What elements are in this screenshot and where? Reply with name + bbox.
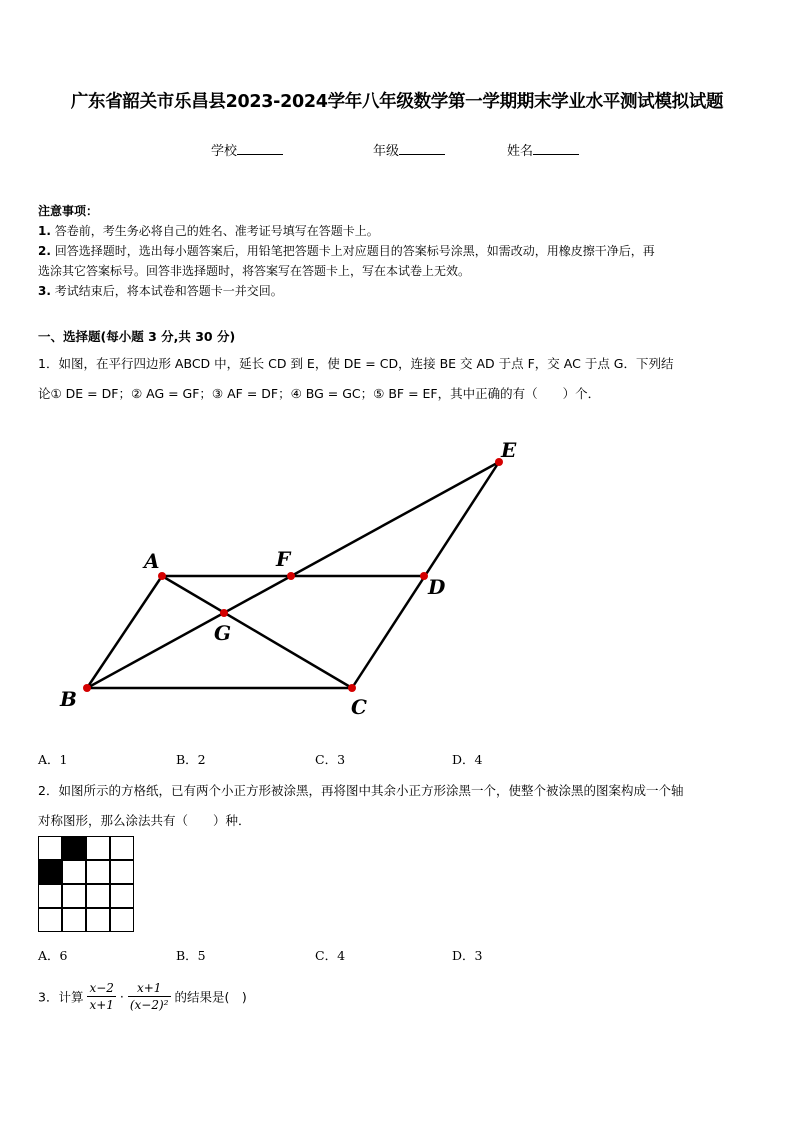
- q3-frac2-denominator: (x−2)²: [129, 998, 169, 1012]
- name-field: [507, 140, 579, 159]
- q2-option-d: D．3: [452, 948, 483, 963]
- grid-cell: [38, 836, 62, 860]
- point-g: [220, 609, 228, 617]
- q1-option-c: C．3: [315, 752, 346, 767]
- q3-frac2-numerator: x+1: [128, 980, 171, 997]
- point-d: [420, 572, 428, 580]
- school-blank: [237, 142, 283, 155]
- name-blank: [533, 142, 579, 155]
- q3-frac1-numerator: x−2: [89, 981, 114, 995]
- q1-option-b: B．2: [176, 752, 206, 767]
- grid-cell: [62, 860, 86, 884]
- name-label: 姓名: [507, 144, 534, 159]
- grade-field: [373, 140, 445, 159]
- grid-cell: [86, 860, 110, 884]
- q3-line: [38, 980, 247, 1013]
- grid-cell: [110, 884, 134, 908]
- grade-blank: [399, 142, 445, 155]
- page-title: 广东省韶关市乐昌县2023-2024学年八年级数学第一学期期末学业水平测试模拟试题: [70, 92, 724, 112]
- q2-option-c: C．4: [315, 948, 346, 963]
- grid-cell: [110, 836, 134, 860]
- note-item-2: 2. 回答选择题时，选出每小题答案后，用铅笔把答题卡上对应题目的答案标号涂黑，如需改动，用橡皮擦干净后，再: [38, 244, 655, 258]
- point-a: [158, 572, 166, 580]
- note-item-3: 3. 考试结束后，将本试卷和答题卡一并交回。: [38, 284, 283, 298]
- q1-line2: 论① DE = DF；② AG = GF；③ AF = DF；④ BG = GC；⑤ BF = EF，其中正确的有（ ）个．: [38, 386, 601, 401]
- grid-cell: [86, 884, 110, 908]
- square-grid: [38, 836, 138, 936]
- grid-cell-filled: [62, 836, 86, 860]
- label-a: A: [144, 549, 160, 573]
- section-heading: 一、选择题(每小题 3 分,共 30 分): [38, 329, 236, 344]
- label-f: F: [276, 547, 291, 571]
- segment-ab: [87, 576, 162, 688]
- notes-heading: 注意事项：: [38, 204, 99, 218]
- q1-option-d: D．4: [452, 752, 483, 767]
- q3-frac1-denominator: x+1: [89, 998, 114, 1012]
- label-e: E: [501, 438, 517, 462]
- grid-cell: [38, 884, 62, 908]
- q3-fraction-2: [128, 980, 171, 1013]
- point-c: [348, 684, 356, 692]
- grid-cell: [86, 908, 110, 932]
- grid-cell: [110, 908, 134, 932]
- label-d: D: [428, 575, 446, 599]
- grid-cell: [110, 860, 134, 884]
- note-item-1: 1. 答卷前，考生务必将自己的姓名、准考证号填写在答题卡上。: [38, 224, 379, 238]
- point-b: [83, 684, 91, 692]
- q3-suffix: 的结果是( ): [174, 989, 247, 1005]
- q2-line2: 对称图形，那么涂法共有（ ）种．: [38, 813, 251, 828]
- grid-cell: [38, 908, 62, 932]
- grid-cell: [62, 908, 86, 932]
- school-field: [211, 140, 283, 159]
- grade-label: 年级: [373, 144, 400, 159]
- q3-dot: ·: [119, 989, 124, 1004]
- q2-option-a: A．6: [38, 948, 68, 963]
- q2-option-b: B．5: [176, 948, 206, 963]
- q2-line1: 2．如图所示的方格纸，已有两个小正方形被涂黑，再将图中其余小正方形涂黑一个，使整个被涂黑的图案构成一个轴: [38, 783, 684, 798]
- grid-cell-filled: [38, 860, 62, 884]
- note-item-2-cont: 选涂其它答案标号。回答非选择题时，将答案写在答题卡上，写在本试卷上无效。: [38, 264, 471, 278]
- grid-cell: [62, 884, 86, 908]
- q3-fraction-1: [87, 980, 115, 1013]
- q1-option-a: A．1: [38, 752, 68, 767]
- q3-prefix: 3．计算: [38, 989, 84, 1005]
- q1-line1: 1．如图，在平行四边形 ABCD 中，延长 CD 到 E，使 DE = CD，连接 BE 交 AD 于点 F，交 AC 于点 G．下列结: [38, 356, 674, 371]
- parallelogram-figure: [0, 430, 794, 730]
- label-b: B: [60, 687, 77, 711]
- point-f: [287, 572, 295, 580]
- school-label: 学校: [211, 144, 238, 159]
- notes-block: [38, 201, 655, 301]
- label-c: C: [351, 695, 367, 719]
- grid-cell: [86, 836, 110, 860]
- label-g: G: [214, 621, 232, 645]
